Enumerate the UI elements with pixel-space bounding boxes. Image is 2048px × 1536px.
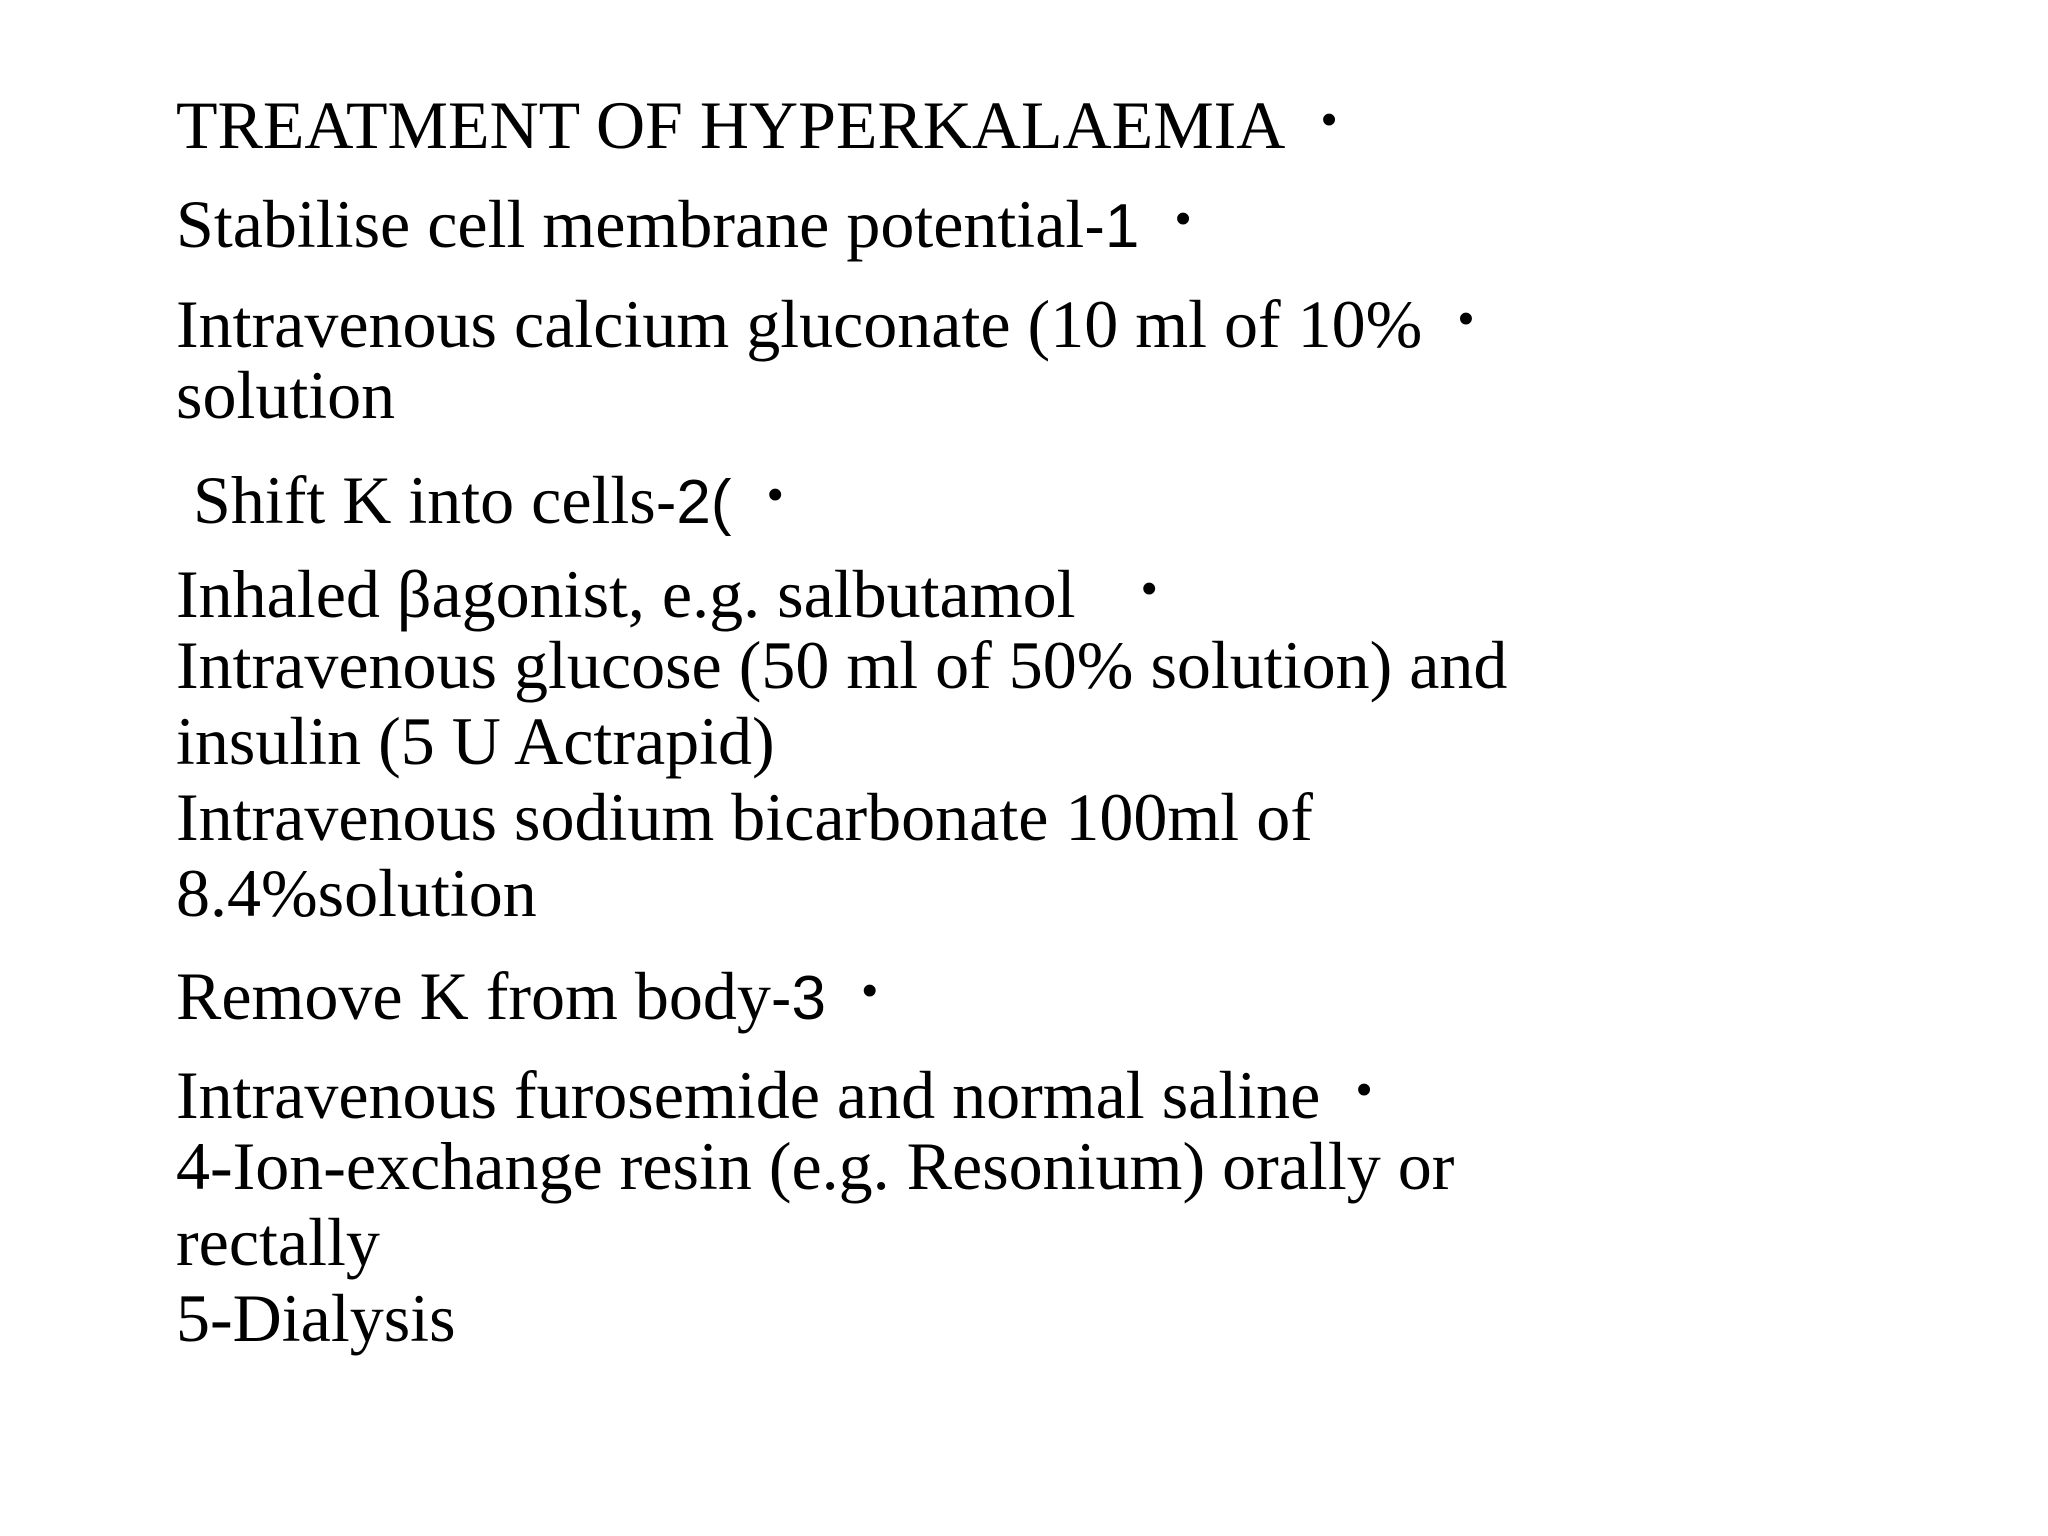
salbutamol-line [176, 551, 1157, 632]
line-text: rectally [176, 1204, 380, 1280]
bullet: • [1458, 294, 1474, 343]
bicarbonate-line-cont [176, 855, 537, 931]
bicarbonate-line [176, 779, 1313, 855]
calcium-gluconate-line [176, 281, 1474, 362]
line-text: 4-Ion-exchange resin (e.g. Resonium) orally or [176, 1128, 1455, 1204]
line-text: Intravenous sodium bicarbonate 100ml of [176, 779, 1313, 855]
step-3-text: Remove K from body [176, 958, 771, 1034]
slide-title [176, 82, 1337, 163]
step-3-heading [176, 953, 877, 1037]
line-text: 5-Dialysis [176, 1280, 456, 1356]
furosemide-line [176, 1052, 1372, 1133]
line-text: Inhaled βagonist, e.g. salbutamol [176, 556, 1076, 632]
step-1-marker: -1 [1084, 192, 1140, 261]
bullet: • [1356, 1065, 1372, 1114]
dialysis-line [176, 1280, 456, 1356]
calcium-gluconate-line-cont [176, 357, 395, 433]
step-3-marker: -3 [770, 964, 827, 1033]
bullet: • [767, 470, 783, 519]
line-text: Intravenous glucose (50 ml of 50% solution) and [176, 627, 1508, 703]
step-1-heading [176, 181, 1191, 265]
slide-title-text: TREATMENT OF HYPERKALAEMIA [176, 87, 1286, 163]
bullet: • [1141, 564, 1157, 613]
bullet: • [862, 966, 878, 1015]
glucose-insulin-line-cont [176, 703, 775, 779]
line-text: solution [176, 357, 396, 433]
line-text: 8.4%solution [176, 855, 537, 931]
bullet: • [1321, 95, 1337, 144]
line-text: insulin (5 U Actrapid) [176, 703, 775, 779]
glucose-insulin-line [176, 627, 1507, 703]
step-2-text: Shift K into cells [176, 462, 656, 538]
step-1-text: Stabilise cell membrane potential [176, 186, 1085, 262]
step-2-heading [176, 457, 783, 541]
line-text: Intravenous furosemide and normal saline [176, 1057, 1321, 1133]
step-2-marker: -2( [655, 468, 732, 537]
bullet: • [1175, 194, 1191, 243]
resin-line-cont [176, 1204, 380, 1280]
line-text: Intravenous calcium gluconate (10 ml of 10% [176, 286, 1423, 362]
resin-line [176, 1128, 1454, 1204]
